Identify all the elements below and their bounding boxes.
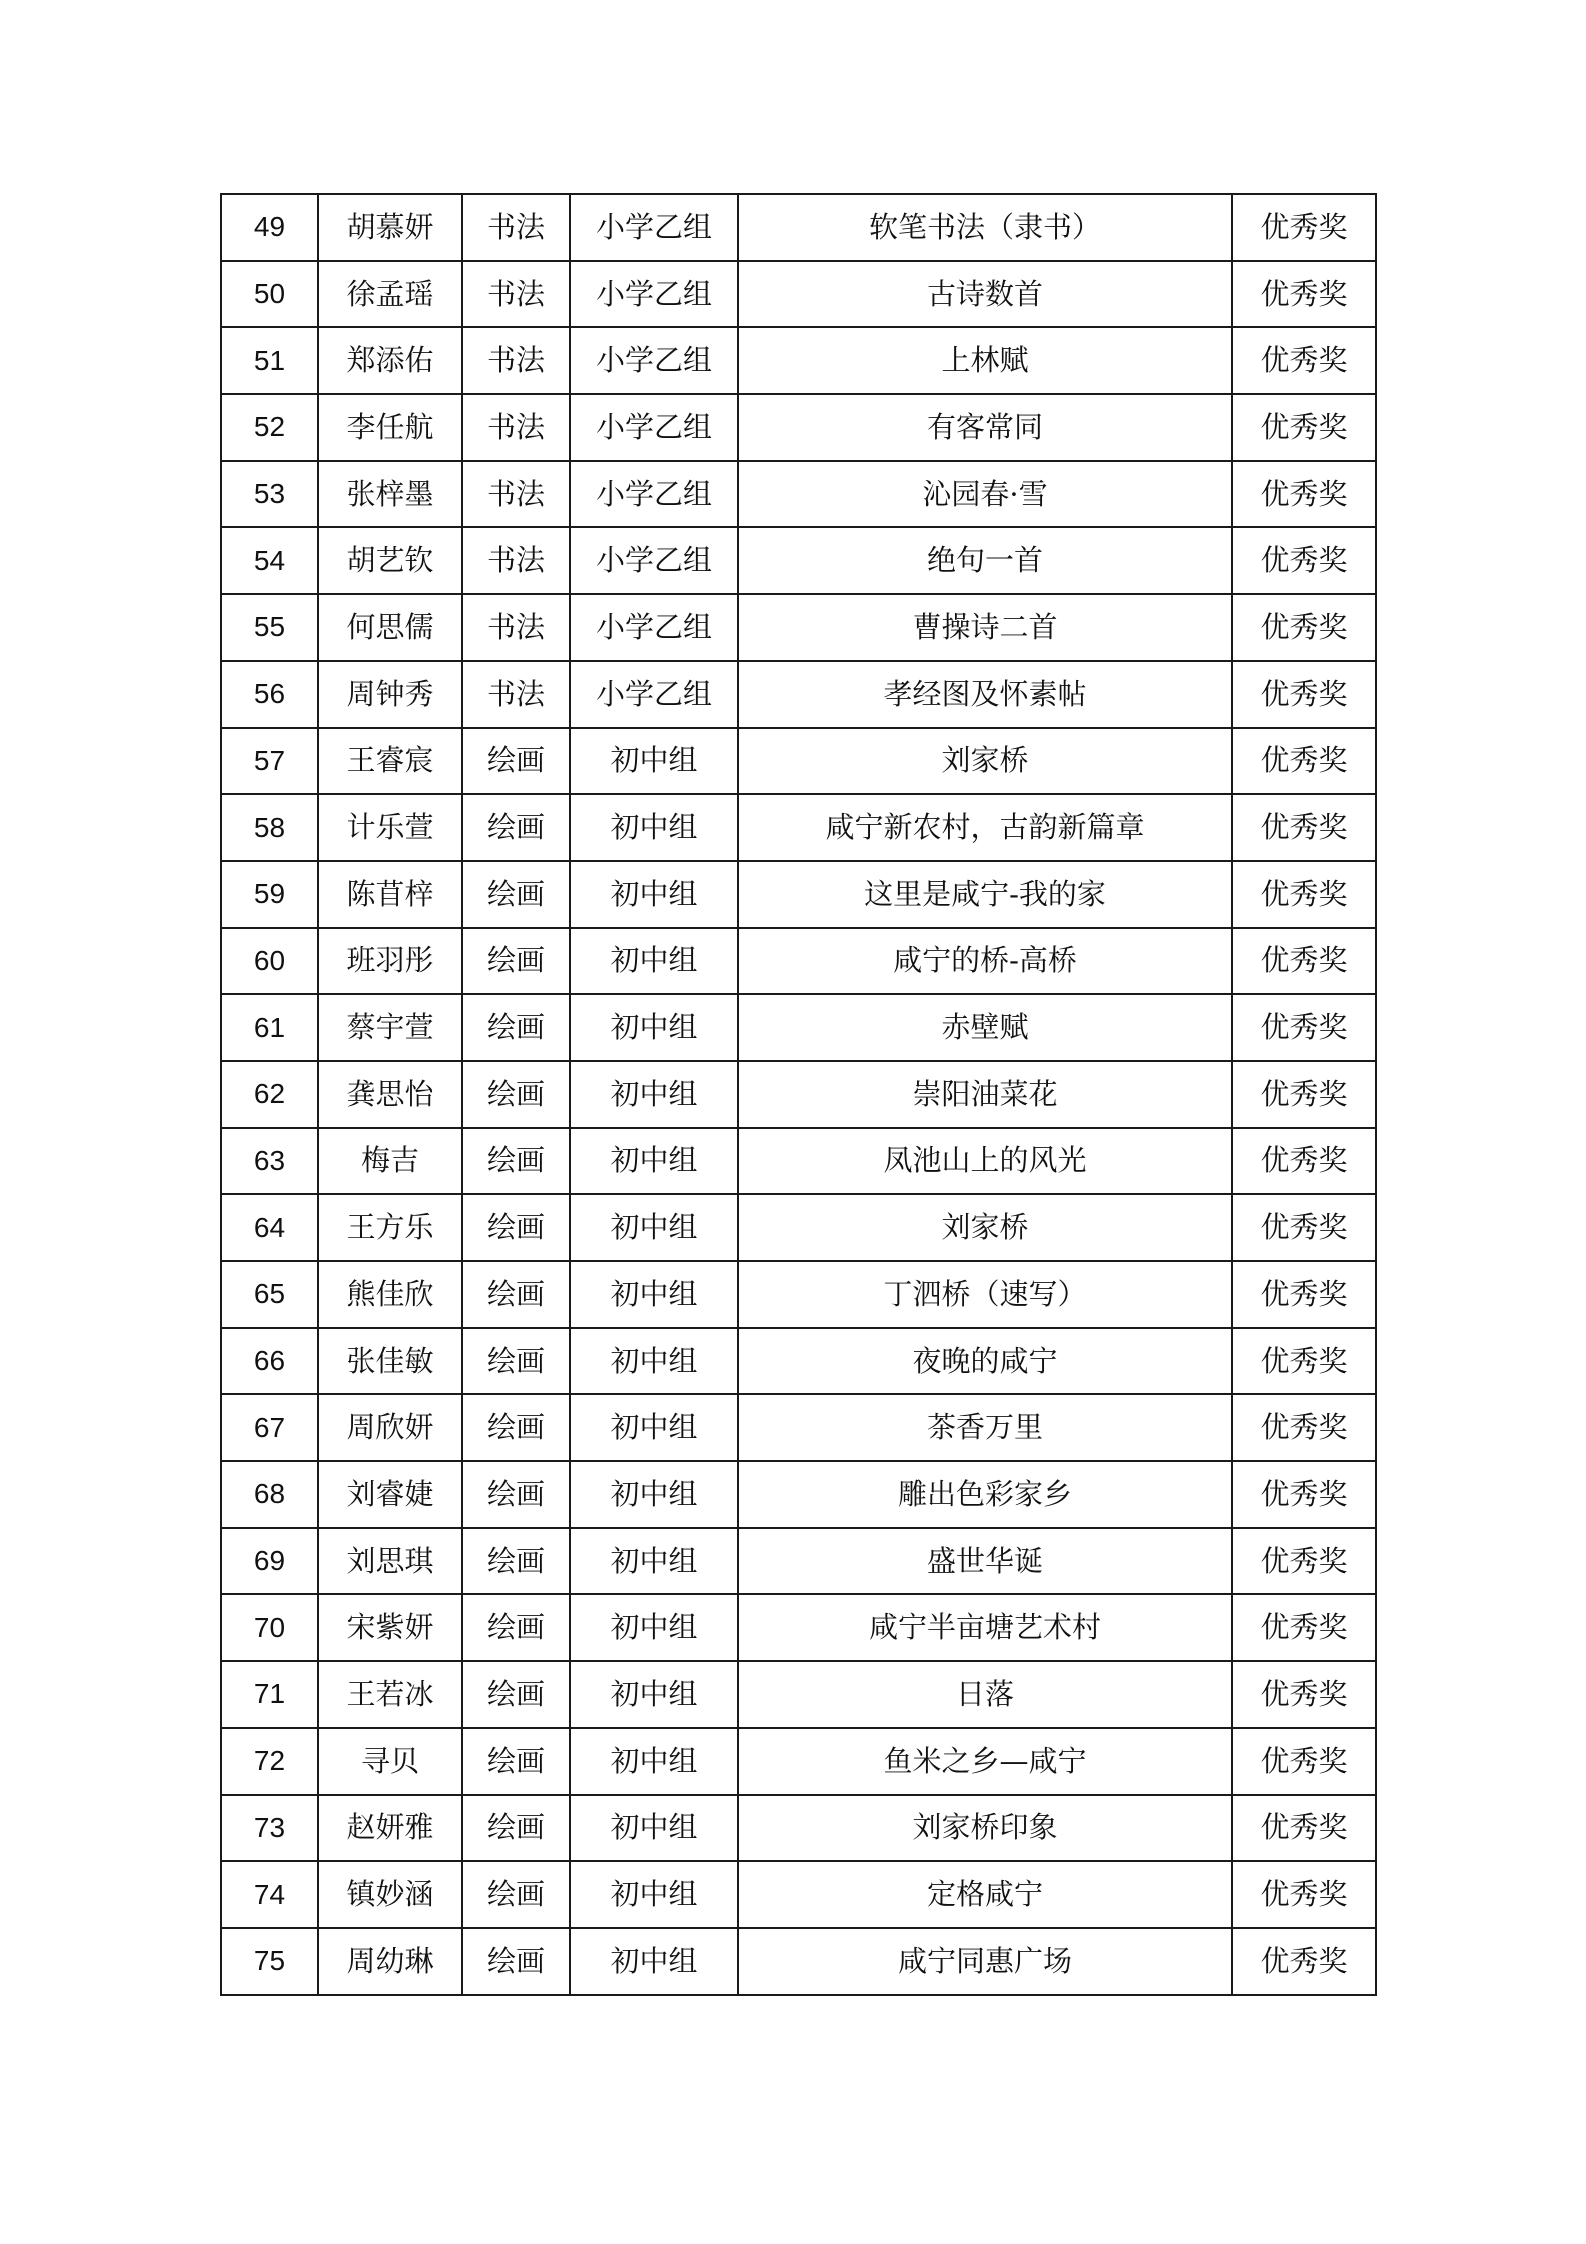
category-cell: 绘画 xyxy=(462,794,570,861)
age-group-cell: 初中组 xyxy=(570,794,738,861)
age-group-cell: 小学乙组 xyxy=(570,527,738,594)
table-row xyxy=(221,261,1376,328)
participant-name-cell: 刘睿婕 xyxy=(318,1461,462,1528)
table-row xyxy=(221,1328,1376,1395)
entry-number-cell: 57 xyxy=(221,728,318,795)
participant-name-cell: 镇妙涵 xyxy=(318,1861,462,1928)
award-level-cell: 优秀奖 xyxy=(1232,1861,1376,1928)
category-cell: 书法 xyxy=(462,194,570,261)
age-group-cell: 小学乙组 xyxy=(570,261,738,328)
category-cell: 绘画 xyxy=(462,1728,570,1795)
award-level-cell: 优秀奖 xyxy=(1232,1394,1376,1461)
award-level-cell: 优秀奖 xyxy=(1232,994,1376,1061)
participant-name-cell: 梅吉 xyxy=(318,1128,462,1195)
award-level-cell: 优秀奖 xyxy=(1232,1128,1376,1195)
age-group-cell: 小学乙组 xyxy=(570,661,738,728)
work-title-cell: 曹操诗二首 xyxy=(738,594,1232,661)
participant-name-cell: 李任航 xyxy=(318,394,462,461)
award-level-cell: 优秀奖 xyxy=(1232,861,1376,928)
award-level-cell: 优秀奖 xyxy=(1232,1795,1376,1862)
table-row xyxy=(221,1461,1376,1528)
table-row xyxy=(221,594,1376,661)
category-cell: 绘画 xyxy=(462,1594,570,1661)
participant-name-cell: 熊佳欣 xyxy=(318,1261,462,1328)
participant-name-cell: 王睿宸 xyxy=(318,728,462,795)
award-level-cell: 优秀奖 xyxy=(1232,928,1376,995)
category-cell: 绘画 xyxy=(462,1394,570,1461)
work-title-cell: 盛世华诞 xyxy=(738,1528,1232,1595)
age-group-cell: 初中组 xyxy=(570,1061,738,1128)
entry-number-cell: 73 xyxy=(221,1795,318,1862)
table-row xyxy=(221,1061,1376,1128)
entry-number-cell: 63 xyxy=(221,1128,318,1195)
category-cell: 书法 xyxy=(462,594,570,661)
participant-name-cell: 计乐萱 xyxy=(318,794,462,861)
entry-number-cell: 68 xyxy=(221,1461,318,1528)
work-title-cell: 咸宁的桥-高桥 xyxy=(738,928,1232,995)
category-cell: 绘画 xyxy=(462,1128,570,1195)
award-level-cell: 优秀奖 xyxy=(1232,327,1376,394)
work-title-cell: 古诗数首 xyxy=(738,261,1232,328)
work-title-cell: 鱼米之乡—咸宁 xyxy=(738,1728,1232,1795)
age-group-cell: 初中组 xyxy=(570,861,738,928)
age-group-cell: 初中组 xyxy=(570,728,738,795)
work-title-cell: 孝经图及怀素帖 xyxy=(738,661,1232,728)
age-group-cell: 初中组 xyxy=(570,1528,738,1595)
age-group-cell: 小学乙组 xyxy=(570,394,738,461)
table-row xyxy=(221,661,1376,728)
work-title-cell: 崇阳油菜花 xyxy=(738,1061,1232,1128)
entry-number-cell: 67 xyxy=(221,1394,318,1461)
participant-name-cell: 宋紫妍 xyxy=(318,1594,462,1661)
entry-number-cell: 64 xyxy=(221,1194,318,1261)
category-cell: 绘画 xyxy=(462,1528,570,1595)
participant-name-cell: 班羽彤 xyxy=(318,928,462,995)
award-table-body xyxy=(221,194,1376,1995)
participant-name-cell: 郑添佑 xyxy=(318,327,462,394)
entry-number-cell: 59 xyxy=(221,861,318,928)
age-group-cell: 初中组 xyxy=(570,1795,738,1862)
entry-number-cell: 69 xyxy=(221,1528,318,1595)
table-row xyxy=(221,1928,1376,1995)
award-level-cell: 优秀奖 xyxy=(1232,794,1376,861)
category-cell: 绘画 xyxy=(462,1061,570,1128)
category-cell: 绘画 xyxy=(462,1461,570,1528)
table-row xyxy=(221,394,1376,461)
work-title-cell: 咸宁新农村，古韵新篇章 xyxy=(738,794,1232,861)
participant-name-cell: 寻贝 xyxy=(318,1728,462,1795)
table-row xyxy=(221,1728,1376,1795)
participant-name-cell: 王若冰 xyxy=(318,1661,462,1728)
table-row xyxy=(221,1861,1376,1928)
table-row xyxy=(221,928,1376,995)
entry-number-cell: 56 xyxy=(221,661,318,728)
work-title-cell: 绝句一首 xyxy=(738,527,1232,594)
award-level-cell: 优秀奖 xyxy=(1232,1261,1376,1328)
age-group-cell: 小学乙组 xyxy=(570,594,738,661)
award-level-cell: 优秀奖 xyxy=(1232,1328,1376,1395)
age-group-cell: 初中组 xyxy=(570,1261,738,1328)
age-group-cell: 初中组 xyxy=(570,1128,738,1195)
entry-number-cell: 52 xyxy=(221,394,318,461)
work-title-cell: 定格咸宁 xyxy=(738,1861,1232,1928)
table-row xyxy=(221,1128,1376,1195)
entry-number-cell: 50 xyxy=(221,261,318,328)
category-cell: 绘画 xyxy=(462,1328,570,1395)
award-level-cell: 优秀奖 xyxy=(1232,1461,1376,1528)
work-title-cell: 刘家桥 xyxy=(738,1194,1232,1261)
age-group-cell: 初中组 xyxy=(570,1194,738,1261)
work-title-cell: 上林赋 xyxy=(738,327,1232,394)
age-group-cell: 初中组 xyxy=(570,1328,738,1395)
participant-name-cell: 何思儒 xyxy=(318,594,462,661)
category-cell: 书法 xyxy=(462,461,570,528)
category-cell: 书法 xyxy=(462,327,570,394)
work-title-cell: 赤壁赋 xyxy=(738,994,1232,1061)
work-title-cell: 夜晚的咸宁 xyxy=(738,1328,1232,1395)
entry-number-cell: 72 xyxy=(221,1728,318,1795)
participant-name-cell: 周钟秀 xyxy=(318,661,462,728)
category-cell: 书法 xyxy=(462,527,570,594)
table-row xyxy=(221,1528,1376,1595)
participant-name-cell: 胡艺钦 xyxy=(318,527,462,594)
entry-number-cell: 61 xyxy=(221,994,318,1061)
table-row xyxy=(221,994,1376,1061)
participant-name-cell: 蔡宇萱 xyxy=(318,994,462,1061)
entry-number-cell: 60 xyxy=(221,928,318,995)
category-cell: 书法 xyxy=(462,394,570,461)
award-list-table xyxy=(220,193,1377,1996)
award-level-cell: 优秀奖 xyxy=(1232,1061,1376,1128)
table-row xyxy=(221,1795,1376,1862)
entry-number-cell: 53 xyxy=(221,461,318,528)
work-title-cell: 软笔书法（隶书） xyxy=(738,194,1232,261)
entry-number-cell: 65 xyxy=(221,1261,318,1328)
participant-name-cell: 陈苜梓 xyxy=(318,861,462,928)
participant-name-cell: 周欣妍 xyxy=(318,1394,462,1461)
award-level-cell: 优秀奖 xyxy=(1232,461,1376,528)
table-row xyxy=(221,1194,1376,1261)
age-group-cell: 初中组 xyxy=(570,1461,738,1528)
table-row xyxy=(221,194,1376,261)
entry-number-cell: 62 xyxy=(221,1061,318,1128)
entry-number-cell: 71 xyxy=(221,1661,318,1728)
award-level-cell: 优秀奖 xyxy=(1232,1194,1376,1261)
participant-name-cell: 刘思琪 xyxy=(318,1528,462,1595)
category-cell: 绘画 xyxy=(462,1194,570,1261)
table-row xyxy=(221,728,1376,795)
table-row xyxy=(221,1661,1376,1728)
work-title-cell: 这里是咸宁-我的家 xyxy=(738,861,1232,928)
award-level-cell: 优秀奖 xyxy=(1232,1928,1376,1995)
award-level-cell: 优秀奖 xyxy=(1232,261,1376,328)
entry-number-cell: 74 xyxy=(221,1861,318,1928)
work-title-cell: 丁泗桥（速写） xyxy=(738,1261,1232,1328)
participant-name-cell: 张佳敏 xyxy=(318,1328,462,1395)
age-group-cell: 小学乙组 xyxy=(570,461,738,528)
participant-name-cell: 龚思怡 xyxy=(318,1061,462,1128)
work-title-cell: 茶香万里 xyxy=(738,1394,1232,1461)
award-level-cell: 优秀奖 xyxy=(1232,661,1376,728)
award-level-cell: 优秀奖 xyxy=(1232,728,1376,795)
entry-number-cell: 75 xyxy=(221,1928,318,1995)
participant-name-cell: 周幼琳 xyxy=(318,1928,462,1995)
age-group-cell: 初中组 xyxy=(570,1861,738,1928)
entry-number-cell: 55 xyxy=(221,594,318,661)
work-title-cell: 日落 xyxy=(738,1661,1232,1728)
award-level-cell: 优秀奖 xyxy=(1232,1528,1376,1595)
category-cell: 绘画 xyxy=(462,994,570,1061)
category-cell: 绘画 xyxy=(462,861,570,928)
age-group-cell: 初中组 xyxy=(570,1594,738,1661)
category-cell: 绘画 xyxy=(462,728,570,795)
category-cell: 绘画 xyxy=(462,1795,570,1862)
table-row xyxy=(221,461,1376,528)
table-row xyxy=(221,527,1376,594)
age-group-cell: 初中组 xyxy=(570,1728,738,1795)
category-cell: 绘画 xyxy=(462,1861,570,1928)
category-cell: 绘画 xyxy=(462,928,570,995)
work-title-cell: 沁园春·雪 xyxy=(738,461,1232,528)
award-level-cell: 优秀奖 xyxy=(1232,594,1376,661)
category-cell: 书法 xyxy=(462,261,570,328)
entry-number-cell: 58 xyxy=(221,794,318,861)
work-title-cell: 咸宁半亩塘艺术村 xyxy=(738,1594,1232,1661)
table-row xyxy=(221,794,1376,861)
work-title-cell: 雕出色彩家乡 xyxy=(738,1461,1232,1528)
category-cell: 书法 xyxy=(462,661,570,728)
entry-number-cell: 49 xyxy=(221,194,318,261)
category-cell: 绘画 xyxy=(462,1661,570,1728)
participant-name-cell: 王方乐 xyxy=(318,1194,462,1261)
entry-number-cell: 70 xyxy=(221,1594,318,1661)
table-row xyxy=(221,1594,1376,1661)
table-row xyxy=(221,861,1376,928)
award-level-cell: 优秀奖 xyxy=(1232,394,1376,461)
age-group-cell: 小学乙组 xyxy=(570,327,738,394)
award-level-cell: 优秀奖 xyxy=(1232,1661,1376,1728)
category-cell: 绘画 xyxy=(462,1261,570,1328)
age-group-cell: 初中组 xyxy=(570,1394,738,1461)
work-title-cell: 刘家桥印象 xyxy=(738,1795,1232,1862)
age-group-cell: 小学乙组 xyxy=(570,194,738,261)
table-row xyxy=(221,1394,1376,1461)
award-level-cell: 优秀奖 xyxy=(1232,527,1376,594)
age-group-cell: 初中组 xyxy=(570,1661,738,1728)
work-title-cell: 刘家桥 xyxy=(738,728,1232,795)
work-title-cell: 咸宁同惠广场 xyxy=(738,1928,1232,1995)
entry-number-cell: 66 xyxy=(221,1328,318,1395)
award-level-cell: 优秀奖 xyxy=(1232,1728,1376,1795)
participant-name-cell: 徐孟瑶 xyxy=(318,261,462,328)
participant-name-cell: 胡慕妍 xyxy=(318,194,462,261)
category-cell: 绘画 xyxy=(462,1928,570,1995)
age-group-cell: 初中组 xyxy=(570,1928,738,1995)
award-level-cell: 优秀奖 xyxy=(1232,194,1376,261)
participant-name-cell: 赵妍雅 xyxy=(318,1795,462,1862)
table-row xyxy=(221,327,1376,394)
table-row xyxy=(221,1261,1376,1328)
work-title-cell: 凤池山上的风光 xyxy=(738,1128,1232,1195)
entry-number-cell: 51 xyxy=(221,327,318,394)
entry-number-cell: 54 xyxy=(221,527,318,594)
participant-name-cell: 张梓墨 xyxy=(318,461,462,528)
age-group-cell: 初中组 xyxy=(570,994,738,1061)
work-title-cell: 有客常同 xyxy=(738,394,1232,461)
award-level-cell: 优秀奖 xyxy=(1232,1594,1376,1661)
age-group-cell: 初中组 xyxy=(570,928,738,995)
